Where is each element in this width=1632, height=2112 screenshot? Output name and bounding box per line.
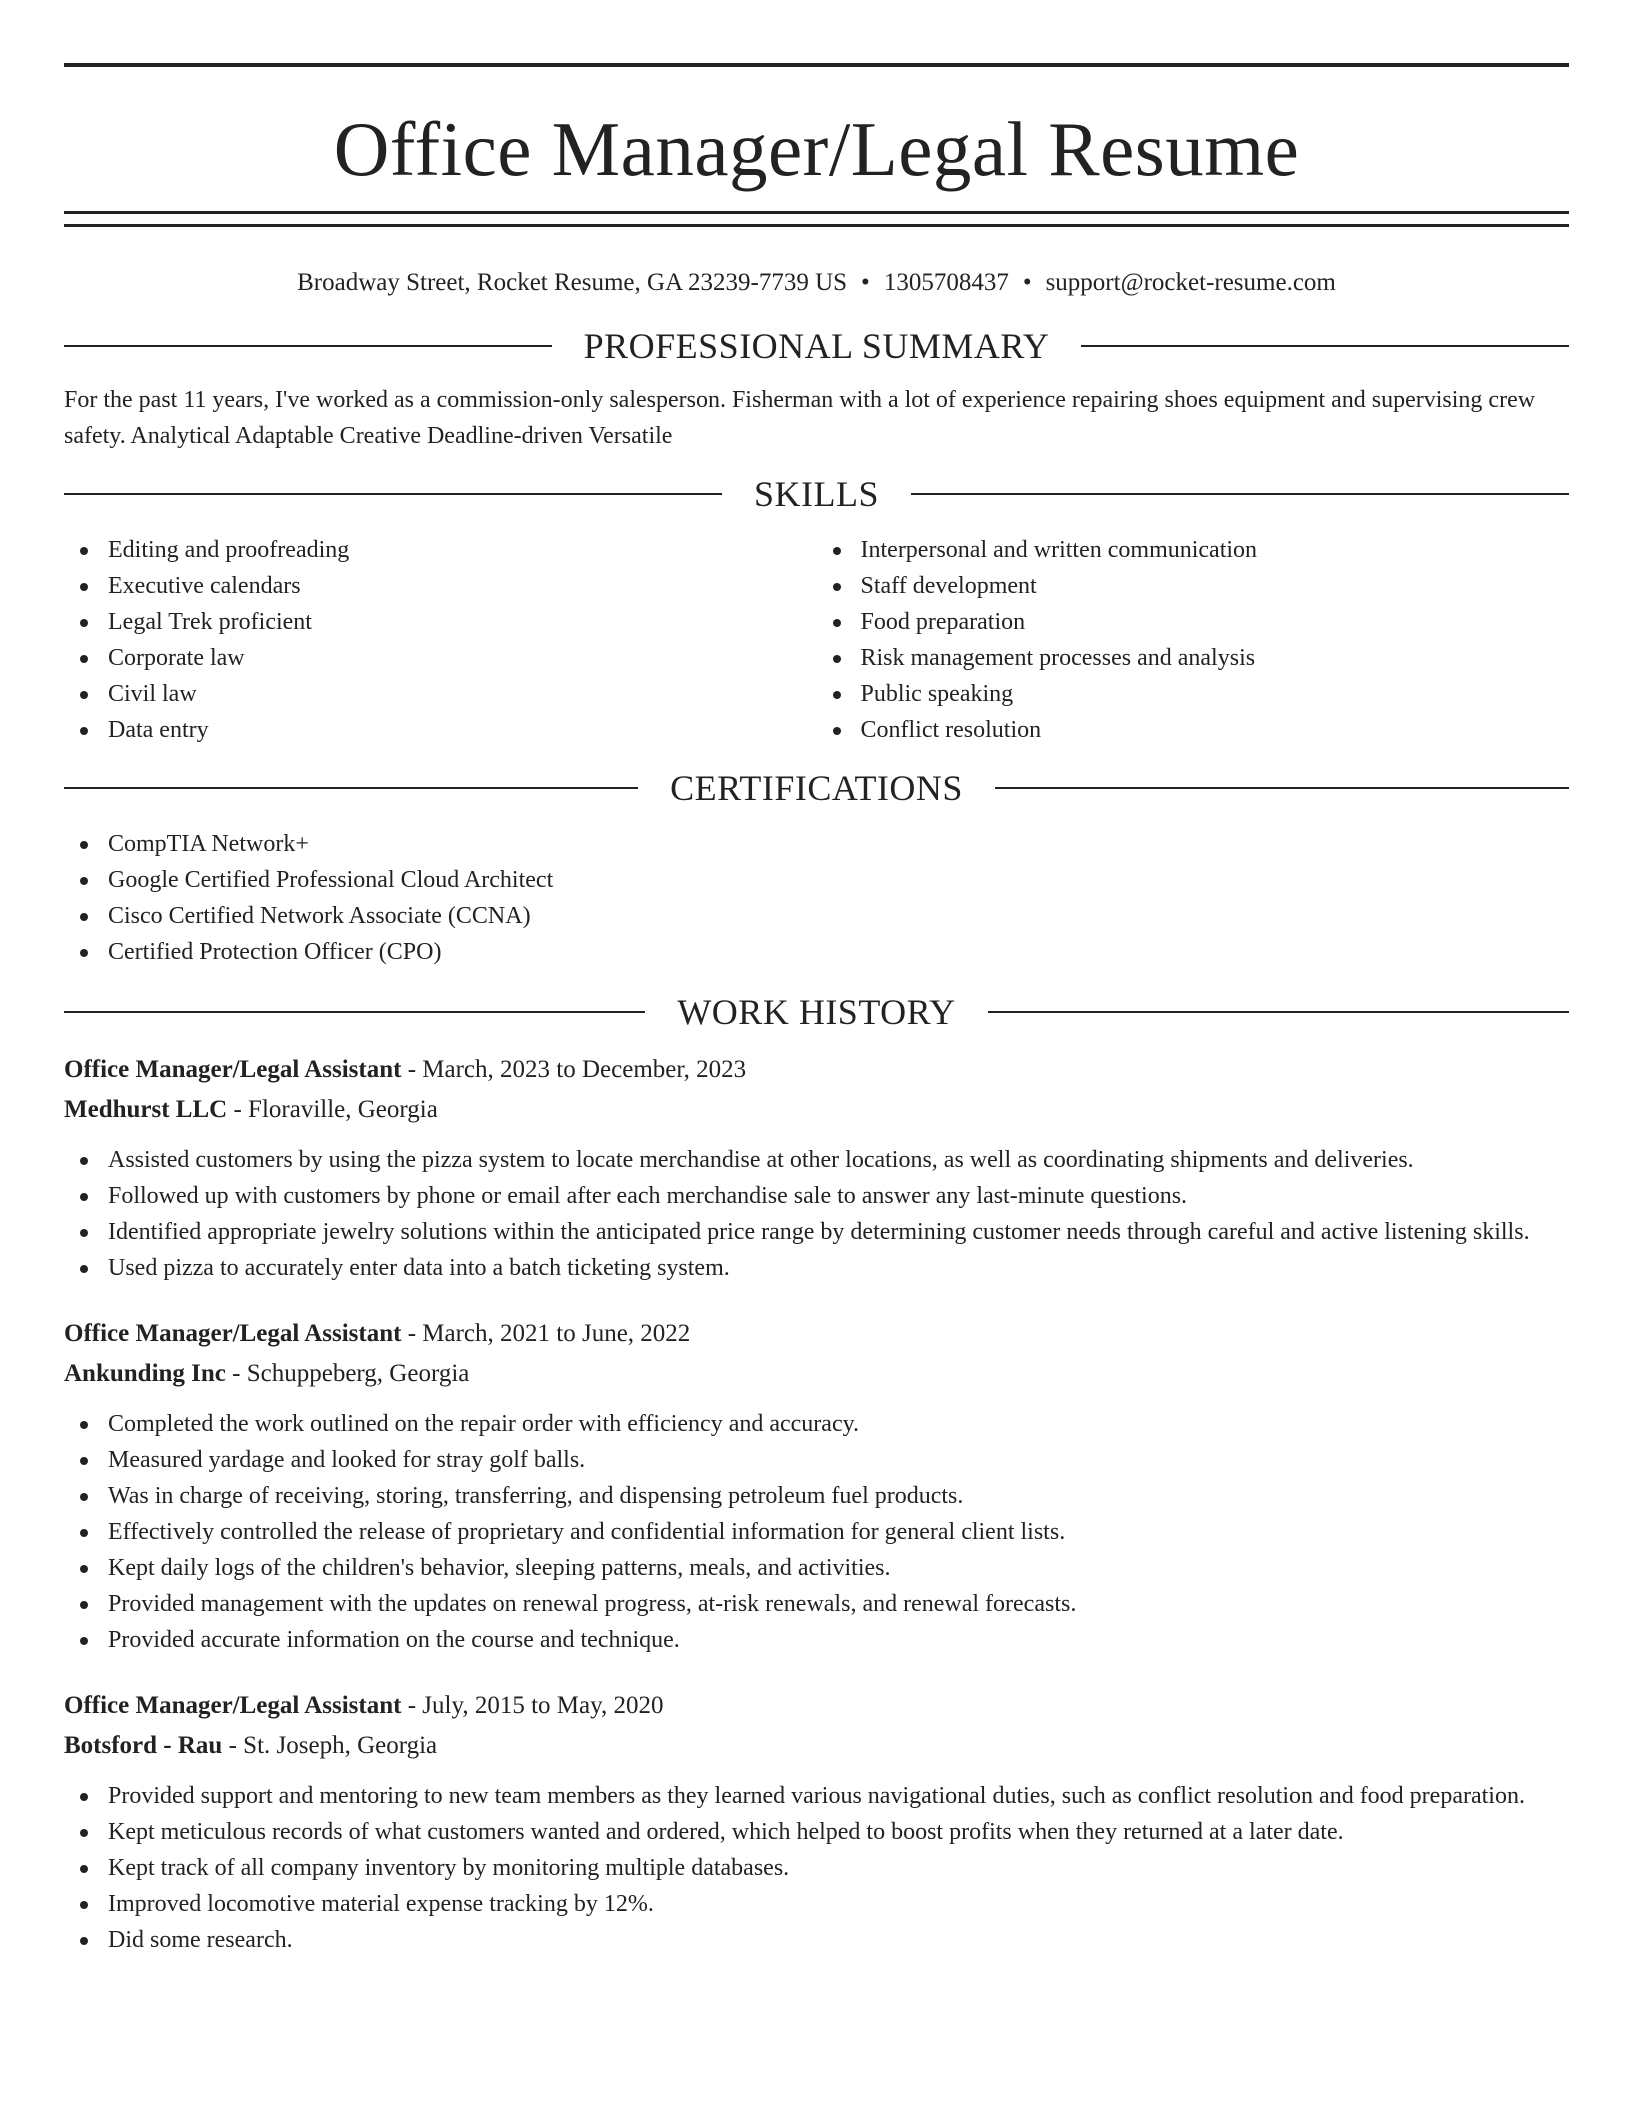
skill-item: Interpersonal and written communication [817,532,1570,568]
skill-item: Legal Trek proficient [64,604,817,640]
job-bullet: Was in charge of receiving, storing, transferring, and dispensing petroleum fuel products. [64,1478,1569,1514]
section-title: CERTIFICATIONS [670,768,963,808]
job-entry [64,1314,1569,1658]
job-location: St. Joseph, Georgia [243,1732,438,1759]
contact-address: Broadway Street, Rocket Resume, GA 23239-7739 US [297,269,848,296]
heading-rule [64,345,552,347]
contact-line [64,268,1569,298]
job-company-line: Botsford - Rau - St. Joseph, Georgia [64,1732,438,1759]
contact-email[interactable]: support@rocket-resume.com [1045,269,1336,296]
job-title: Office Manager/Legal Assistant [64,1320,402,1347]
job-bullet: Assisted customers by using the pizza system to locate merchandise at other locations, as well as coordinating shipments and deliveries. [64,1142,1569,1178]
skill-item: Data entry [64,712,817,748]
skill-item: Conflict resolution [817,712,1570,748]
section-heading-work-history [64,990,1569,1034]
section-heading-summary [64,324,1569,368]
heading-rule [1081,345,1569,347]
top-rule [64,63,1569,67]
heading-rule [64,787,638,789]
job-bullet: Kept meticulous records of what customers wanted and ordered, which helped to boost profits when they returned at a later date. [64,1814,1569,1850]
job-title: Office Manager/Legal Assistant [64,1692,402,1719]
job-bullet: Identified appropriate jewelry solutions within the anticipated price range by determining customer needs through careful and active listening skills. [64,1214,1569,1250]
job-bullet: Provided management with the updates on renewal progress, at-risk renewals, and renewal forecasts. [64,1586,1569,1622]
skill-item: Staff development [817,568,1570,604]
certification-item: Google Certified Professional Cloud Architect [64,862,1569,898]
section-heading-skills [64,472,1569,516]
job-title-line: Office Manager/Legal Assistant - March, 2021 to June, 2022 [64,1320,691,1347]
skill-item: Editing and proofreading [64,532,817,568]
certifications-list [64,826,1569,970]
job-bullet: Effectively controlled the release of proprietary and confidential information for general client lists. [64,1514,1569,1550]
title-double-rule [64,211,1569,227]
skill-item: Civil law [64,676,817,712]
job-bullet: Kept track of all company inventory by monitoring multiple databases. [64,1850,1569,1886]
job-bullet: Kept daily logs of the children's behavior, sleeping patterns, meals, and activities. [64,1550,1569,1586]
skill-item: Risk management processes and analysis [817,640,1570,676]
certification-item: CompTIA Network+ [64,826,1569,862]
job-company: Ankunding Inc [64,1360,226,1387]
job-entry [64,1050,1569,1286]
job-company-line: Ankunding Inc - Schuppeberg, Georgia [64,1360,470,1387]
heading-rule [911,493,1569,495]
certification-item: Certified Protection Officer (CPO) [64,934,1569,970]
job-bullets [64,1406,1569,1658]
section-heading-certifications [64,766,1569,810]
contact-separator: • [1022,269,1032,296]
job-dates: July, 2015 to May, 2020 [422,1692,664,1719]
job-entry [64,1686,1569,1958]
job-bullets [64,1142,1569,1286]
contact-separator: • [861,269,870,296]
job-bullet: Followed up with customers by phone or email after each merchandise sale to answer any last-minute questions. [64,1178,1569,1214]
job-title: Office Manager/Legal Assistant [64,1056,402,1083]
heading-rule [988,1011,1569,1013]
job-location: Schuppeberg, Georgia [246,1360,470,1387]
heading-rule [64,493,722,495]
heading-rule [64,1011,645,1013]
job-dates: March, 2023 to December, 2023 [422,1056,747,1083]
summary-text: For the past 11 years, I've worked as a commission-only salesperson. Fisherman with a lot of experience repairing shoes equipment and supervising crew safety. Analytical Adaptable Creative Deadline-driven Versatile [64,387,1536,449]
job-dates: March, 2021 to June, 2022 [422,1320,691,1347]
heading-rule [995,787,1569,789]
skill-item: Executive calendars [64,568,817,604]
job-bullet: Provided support and mentoring to new team members as they learned various navigational duties, such as conflict resolution and food preparation. [64,1778,1569,1814]
job-company: Medhurst LLC [64,1096,228,1123]
job-title-line: Office Manager/Legal Assistant - March, 2023 to December, 2023 [64,1056,747,1083]
job-bullets [64,1778,1569,1958]
skills-column-right [817,532,1570,748]
job-location: Floraville, Georgia [248,1096,438,1123]
skills-list [64,532,1569,748]
section-title: PROFESSIONAL SUMMARY [583,326,1050,366]
job-bullet: Provided accurate information on the course and technique. [64,1622,1569,1658]
section-title: WORK HISTORY [677,992,956,1032]
skill-item: Public speaking [817,676,1570,712]
resume-title: Office Manager/Legal Resume [333,106,1300,192]
job-company: Botsford - Rau [64,1732,223,1759]
skills-column-left [64,532,817,748]
certification-item: Cisco Certified Network Associate (CCNA) [64,898,1569,934]
job-bullet: Measured yardage and looked for stray golf balls. [64,1442,1569,1478]
job-bullet: Used pizza to accurately enter data into a batch ticketing system. [64,1250,1569,1286]
skill-item: Food preparation [817,604,1570,640]
job-bullet: Improved locomotive material expense tracking by 12%. [64,1886,1569,1922]
section-title: SKILLS [754,474,880,514]
job-bullet: Did some research. [64,1922,1569,1958]
job-company-line: Medhurst LLC - Floraville, Georgia [64,1096,438,1123]
resume-page [64,63,1569,1958]
skill-item: Corporate law [64,640,817,676]
job-bullet: Completed the work outlined on the repair order with efficiency and accuracy. [64,1406,1569,1442]
job-title-line: Office Manager/Legal Assistant - July, 2015 to May, 2020 [64,1692,664,1719]
contact-phone: 1305708437 [883,269,1009,296]
